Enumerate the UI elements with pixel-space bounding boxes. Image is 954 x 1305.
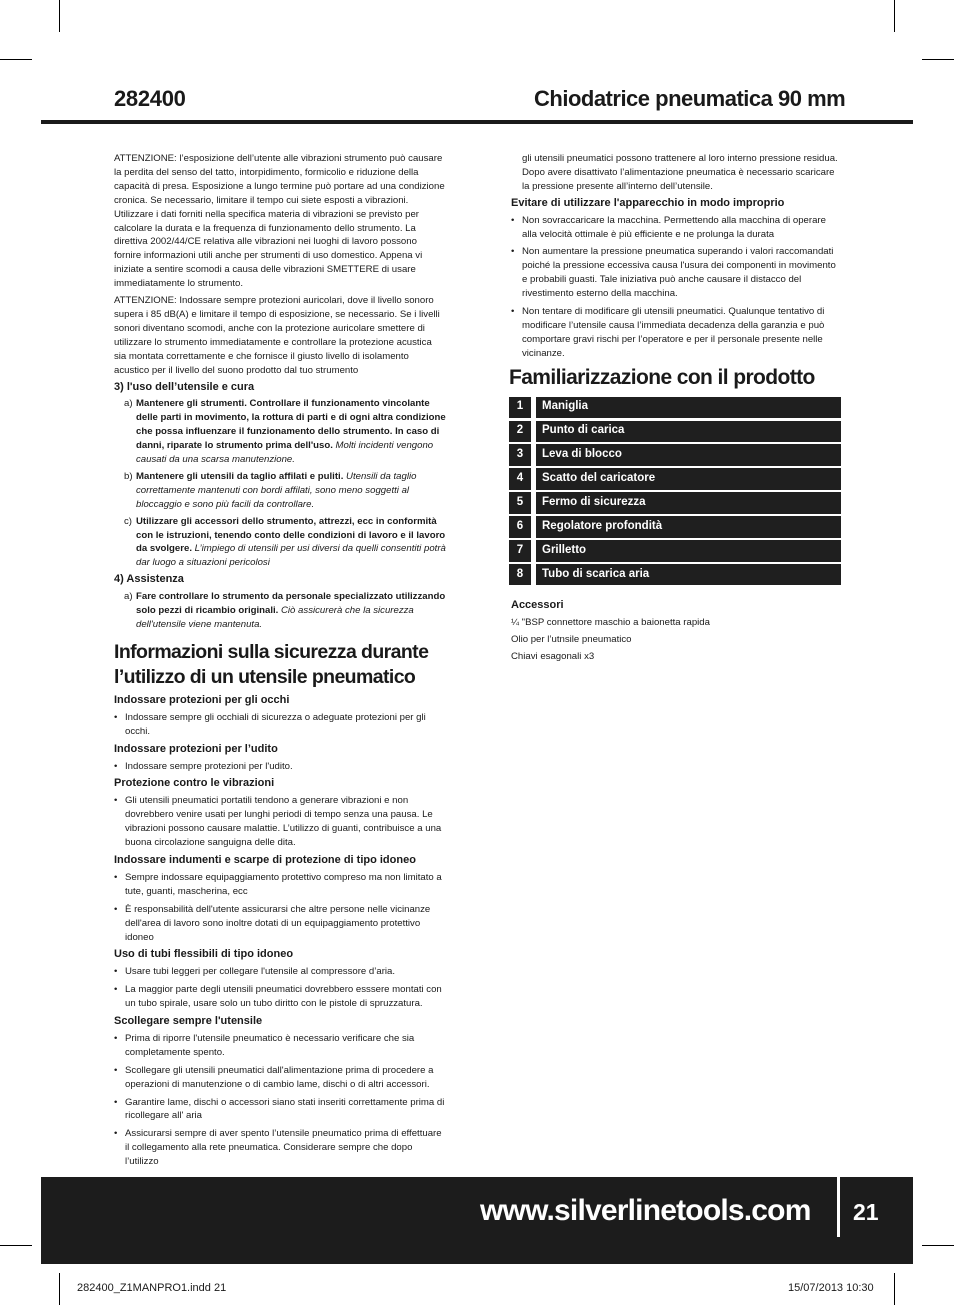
bullet-item: • È responsabilità dell'utente assicurarsi che altre persone nelle vicinanze dell'area di lavoro sono inoltre dotati di un equipaggiamento protettivo idoneo [114,903,446,945]
footer-divider [837,1177,840,1237]
vibration-warning: ATTENZIONE: l’esposizione dell’utente alle vibrazioni strumento può causare la perdita del senso del tatto, intorpidimento, formicolio e riduzione della capacità di presa. Esposizione a lungo termine può portare ad una condizione cronica. Se necessario, limitare il tempo cui siete esposti a vibrazioni. Utilizzare i dati forniti nella specifica materia di vibrazioni se previsto per calcolare la durata e la frequenza di funzionamento dello strumento. La direttiva 2002/44/CE relativa alle vibrazioni nei luoghi di lavoro possono fornire informazioni utili anche per strumenti di uso domestico. Appena vi iniziate a sentire scomodi a causa delle vibrazioni SMETTERE di usare immediatamente lo strumento. [114,153,445,290]
part-number: 1 [509,397,531,419]
list-item [114,397,446,467]
item-italic-text: Utensili da taglio correttamente mantenuti con bordi affilati, sono meno soggetti al bloccaggio e sono più facili da controllare. [136,470,417,510]
part-number: 7 [509,540,531,562]
parts-row [509,421,841,443]
continued-text: gli utensili pneumatici possono trattenere al loro interno pressione residua. Dopo avere disattivato l’alimentazione pneumatica è necessario scaricare la pressione presente all’interno dell’utensile. [522,153,838,192]
section-heading: 4) Assistenza [114,573,184,586]
list-item [114,515,446,571]
bullet-item: • Garantire lame, dischi o accessori siano stati inseriti correttamente prima di ricollegare all' aria [114,1096,446,1124]
item-label: a) [124,398,133,410]
parts-row [509,492,841,514]
right-column [511,152,841,667]
accessory-item: Chiavi esagonali x3 [511,651,595,663]
bullet-item: • Assicurarsi sempre di aver spento l’utensile pneumatico prima di effettuare il collegamento alla rete pneumatica. Considerare sempre che dopo l’utilizzo [114,1127,446,1169]
crop-mark [0,1245,32,1246]
part-name: Maniglia [536,397,841,419]
product-title: Chiodatrice pneumatica 90 mm [534,86,846,111]
subsection-heading: Indossare protezioni per l’udito [114,742,278,755]
bullet-item: • La maggior parte degli utensili pneumatici dovrebbero esssere montati con un tubo spirale, usare solo un tubo diritto con le pistole di spruzzatura. [114,983,446,1011]
item-italic-text: Molti incidenti vengono causati da una scarsa manutenzione. [136,440,434,466]
list-item [114,590,446,632]
part-number: 2 [509,421,531,443]
item-label: a) [124,591,133,603]
part-name: Scatto del caricatore [536,468,841,490]
crop-mark [59,1273,60,1305]
left-column [114,152,446,1173]
item-bold-text: Mantenere gli strumenti. Controllare il funzionamento vincolante delle parti in movimento, la rottura di parti e di ogni altra condizione che possa influenzare il funzionamento dello strumento. In caso di danni, riparate lo strumento prima dell'uso. [136,398,446,452]
part-name: Regolatore profondità [536,516,841,538]
part-number: 8 [509,564,531,586]
crop-mark [922,59,954,60]
crop-mark [0,59,32,60]
bullet-item: • Sempre indossare equipaggiamento protettivo compreso ma non limitato a tute, guanti, mascherina, ecc [114,871,446,899]
accessory-item: ¼ "BSP connettore maschio a baionetta rapida [511,617,710,629]
parts-list [509,397,841,586]
part-name: Grilletto [536,540,841,562]
subsection-heading: Indossare indumenti e scarpe di protezione di tipo idoneo [114,853,416,866]
bullet-item: • Prima di riporre l'utensile pneumatico è necessario verificare che sia completamente spento. [114,1032,446,1060]
part-number: 3 [509,444,531,466]
misuse-heading: Evitare di utilizzare l'apparecchio in modo improprio [511,196,785,209]
item-bold-text: Mantenere gli utensili da taglio affilati e puliti. [136,470,344,482]
bullet-item: • Indossare sempre gli occhiali di sicurezza o adeguate protezioni per gli occhi. [114,711,446,739]
crop-mark [894,1273,895,1305]
item-label: b) [124,470,133,482]
parts-row [509,540,841,562]
crop-mark [59,0,60,32]
subsection-heading: Protezione contro le vibrazioni [114,777,275,790]
part-number: 4 [509,468,531,490]
item-bold-text: Fare controllare lo strumento da personale specializzato utilizzando solo pezzi di ricambio originali. [136,591,446,617]
noise-warning: ATTENZIONE: Indossare sempre protezioni auricolari, dove il livello sonoro supera i 85 dB(A) e limitare il tempo di esposizione, se necessario. Se i livelli sonori diventano scomodi, anche con la protezione auricolare smettere di utilizzare lo strumento immediatamente e controllare la protezione acustica sia montata correttamente e che fornisce il giusto livello di isolamento acustico per il livello del suono prodotto dal tuo strumento [114,295,440,376]
part-number: 6 [509,516,531,538]
bullet-item: • Non sovraccaricare la macchina. Permettendo alla macchina di operare alla velocità ottimale è più efficiente e ne prolunga la durata [511,214,841,242]
bullet-item: • Indossare sempre protezioni per l'udito. [114,760,446,774]
product-code: 282400 [114,86,186,111]
crop-mark [894,0,895,32]
item-italic-text: L’impiego di utensili per usi diversi da quelli consentiti potrà dar luogo a situazioni pericolosi [136,543,446,569]
item-label: c) [124,515,132,527]
part-name: Tubo di scarica aria [536,564,841,586]
print-slug-date: 15/07/2013 10:30 [788,1282,874,1294]
safety-heading: Informazioni sulla sicurezza durante l’utilizzo di un utensile pneumatico [114,640,429,688]
bullet-item: • Scollegare gli utensili pneumatici dall'alimentazione prima di procedere a operazioni di manutenzione o di cambio lame, dischi o di altri accessori. [114,1064,446,1092]
bullet-item: • Non tentare di modificare gli utensili pneumatici. Qualunque tentativo di modificare l’utensile causa l’immediata decadenza della garanzia e può comportare gravi rischi per l’operatore e per il personale presente nelle vicinanze. [511,305,841,361]
accessories-heading: Accessori [511,599,564,612]
print-slug-file: 282400_Z1MANPRO1.indd 21 [77,1282,227,1294]
subsection-heading: Scollegare sempre l'utensile [114,1015,263,1028]
part-name: Leva di blocco [536,444,841,466]
parts-row [509,564,841,586]
subsection-heading: Indossare protezioni per gli occhi [114,693,290,706]
parts-row [509,444,841,466]
subsection-heading: Uso di tubi flessibili di tipo idoneo [114,948,294,961]
item-bold-text: Utilizzare gli accessori dello strumento, attrezzi, ecc in conformità con le istruzioni, tenendo conto delle condizioni di lavoro e il lavoro da svolgere. [136,515,446,555]
product-familiarisation-heading: Familiarizzazione con il prodotto [509,365,815,389]
page-number: 21 [853,1199,879,1225]
part-name: Punto di carica [536,421,841,443]
parts-row [509,516,841,538]
item-italic-text: Ciò assicurerà che la sicurezza dell'utensile viene mantenuta. [136,605,414,630]
parts-row [509,397,841,419]
parts-row [509,468,841,490]
bullet-item: • Non aumentare la pressione pneumatica superando i valori raccomandati poiché la pressione eccessiva causa l'usura dei componenti in movimento e probabili guasti. Tale iniziativa può anche causare il distacco del rivestimento esterno della macchina. [511,245,841,301]
header-rule [41,120,913,124]
part-name: Fermo di sicurezza [536,492,841,514]
crop-mark [922,1245,954,1246]
bullet-item: • Gli utensili pneumatici portatili tendono a generare vibrazioni e non dovrebbero venire usati per lunghi periodi di tempo senza una pausa. Le vibrazioni possono causare malattie. L’utilizzo di guanti, contribuisce a una buona circolazione sanguigna delle dita. [114,794,446,850]
website-link[interactable]: www.silverlinetools.com [480,1194,811,1227]
list-item [114,470,446,512]
bullet-item: • Usare tubi leggeri per collegare l'utensile al compressore d’aria. [114,965,446,979]
section-heading: 3) l'uso dell’utensile e cura [114,380,255,393]
accessory-item: Olio per l’utnsile pneumatico [511,634,632,646]
part-number: 5 [509,492,531,514]
